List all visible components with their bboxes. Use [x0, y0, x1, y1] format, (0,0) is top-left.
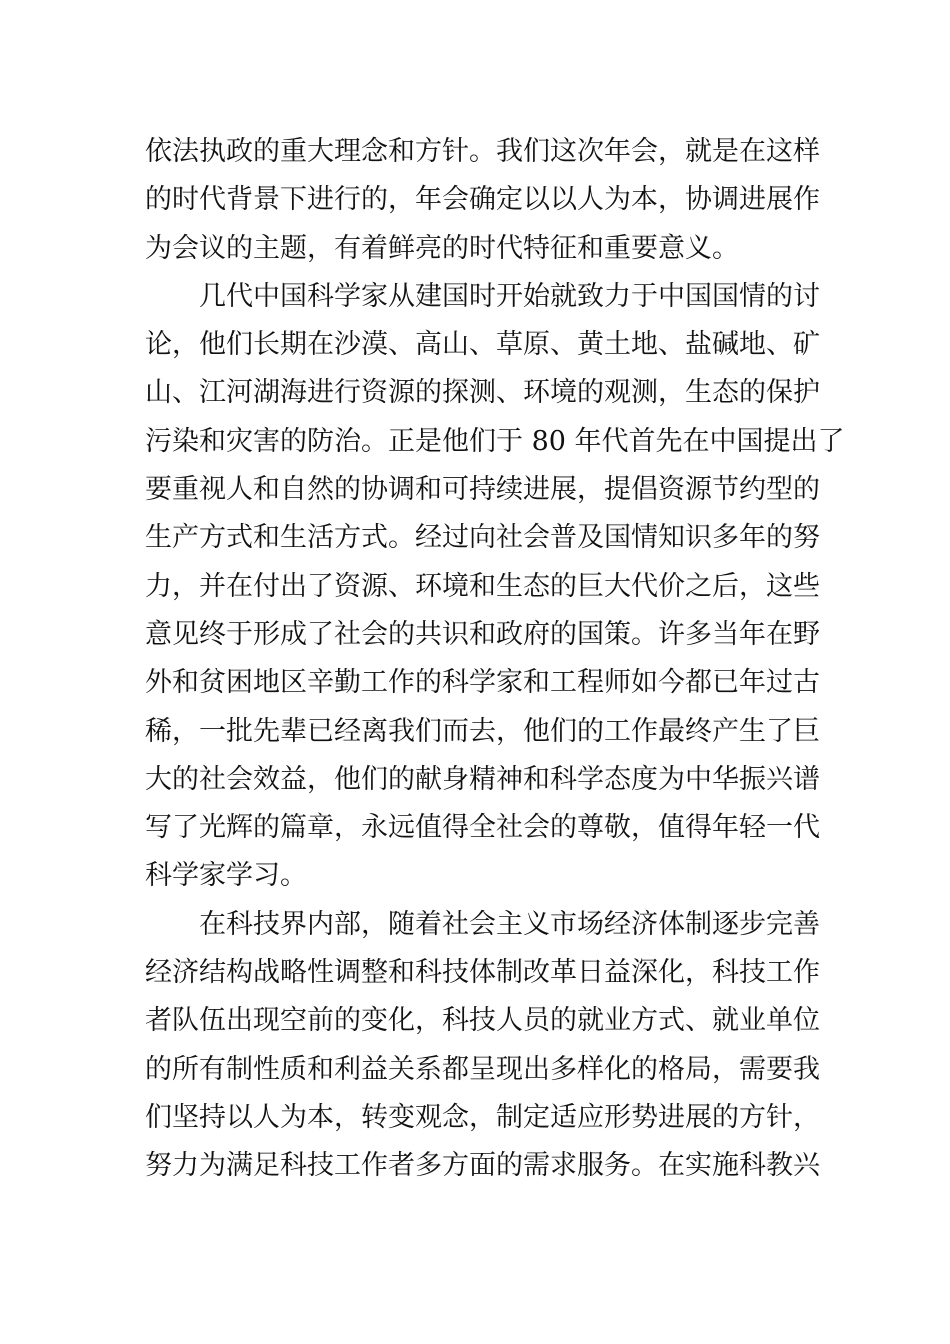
paragraph-line: 写了光辉的篇章，永远值得全社会的尊敬，值得年轻一代: [145, 812, 820, 844]
paragraph-line: 依法执政的重大理念和方针。我们这次年会，就是在这样: [145, 136, 820, 167]
paragraph-line: 为会议的主题，有着鲜亮的时代特征和重要意义。: [145, 232, 739, 264]
paragraph-line: 稀，一批先辈已经离我们而去，他们的工作最终产生了巨: [145, 715, 820, 747]
paragraph-line: 的时代背景下进行的，年会确定以以人为本，协调进展作: [145, 184, 820, 216]
paragraph-line: 经济结构战略性调整和科技体制改革日益深化，科技工作: [145, 957, 820, 989]
paragraph-line: 们坚持以人为本，转变观念，制定适应形势进展的方针，: [145, 1101, 820, 1133]
paragraph-line: 者队伍出现空前的变化，科技人员的就业方式、就业单位: [145, 1005, 820, 1037]
paragraph-line: 意见终于形成了社会的共识和政府的国策。许多当年在野: [145, 618, 820, 650]
paragraph-2: [145, 273, 845, 901]
paragraph-line: 生产方式和生活方式。经过向社会普及国情知识多年的努: [145, 522, 820, 554]
paragraph-line: 在科技界内部，随着社会主义市场经济体制逐步完善: [199, 908, 820, 940]
paragraph-line: 外和贫困地区辛勤工作的科学家和工程师如今都已年过古: [145, 667, 820, 699]
paragraph-1: [145, 128, 820, 273]
paragraph-line: 的所有制性质和利益关系都呈现出多样化的格局，需要我: [145, 1053, 820, 1085]
paragraph-line: 要重视人和自然的协调和可持续进展，提倡资源节约型的: [145, 474, 820, 506]
paragraph-line: 论，他们长期在沙漠、高山、草原、黄土地、盐碱地、矿: [145, 329, 820, 361]
paragraph-line: 山、江河湖海进行资源的探测、环境的观测，生态的保护: [145, 377, 820, 409]
paragraph-line: 几代中国科学家从建国时开始就致力于中国国情的讨: [199, 280, 820, 312]
paragraph-line: 科学家学习。: [145, 860, 307, 892]
paragraph-line: 力，并在付出了资源、环境和生态的巨大代价之后，这些: [145, 570, 820, 602]
paragraph-line: 大的社会效益，他们的献身精神和科学态度为中华振兴谱: [145, 763, 820, 795]
paragraph-line: 努力为满足科技工作者多方面的需求服务。在实施科教兴: [145, 1150, 820, 1182]
paragraph-line: 污染和灾害的防治。正是他们于 80 年代首先在中国提出了: [145, 425, 845, 457]
document-body: [145, 128, 845, 1191]
paragraph-3: [145, 901, 820, 1191]
